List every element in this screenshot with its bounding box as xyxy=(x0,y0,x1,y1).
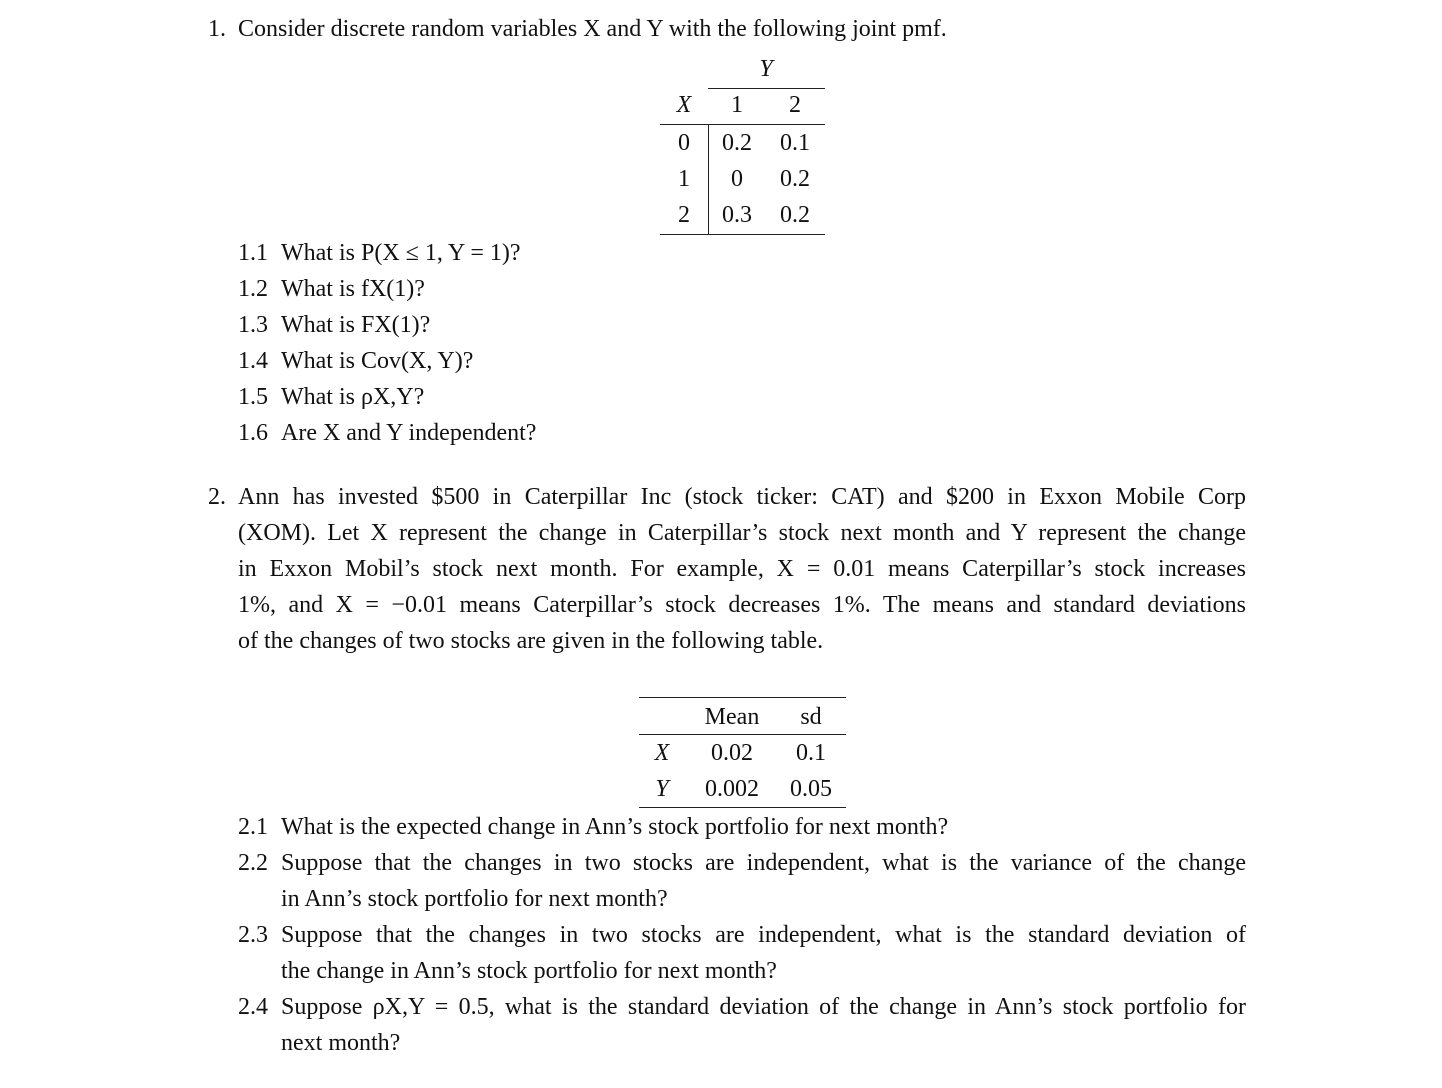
q1-sub-text: What is FX(1)? xyxy=(281,312,431,338)
table-rule-top xyxy=(639,697,846,698)
table-rule-mid xyxy=(660,124,825,125)
q1-sub-num: 1.6 xyxy=(238,420,268,446)
table-col-var: Y xyxy=(759,56,773,82)
table-cell: 0.1 xyxy=(780,130,810,156)
table-rule-top xyxy=(708,88,825,89)
q1-sub-text: What is ρX,Y? xyxy=(281,384,425,410)
table-cell: 0.2 xyxy=(722,130,752,156)
q1-sub-text: What is P(X ≤ 1, Y = 1)? xyxy=(281,240,521,266)
q1-number: 1. xyxy=(208,16,226,42)
q1-sub-num: 1.2 xyxy=(238,276,268,302)
table-rule-bottom xyxy=(660,234,825,235)
table-col-header: Mean xyxy=(704,704,760,730)
q2-number: 2. xyxy=(208,484,226,510)
table-cell: 0.1 xyxy=(796,740,826,766)
q1-sub-num: 1.5 xyxy=(238,384,268,410)
q2-sub-text: What is the expected change in Ann’s stock portfolio for next month? xyxy=(281,814,949,840)
q2-paragraph-line: Ann has invested $500 in Caterpillar Inc (stock ticker: CAT) and $200 in Exxon Mobile Corp xyxy=(238,484,1246,510)
table-cell: 0.2 xyxy=(780,166,810,192)
q1-sub-text: What is fX(1)? xyxy=(281,276,425,302)
table-col-header: sd xyxy=(800,704,822,730)
q2-sub-num: 2.1 xyxy=(238,814,268,840)
table-cell: 0.3 xyxy=(722,202,752,228)
q2-sub-text: the change in Ann’s stock portfolio for next month? xyxy=(281,958,777,984)
table-row-label: 2 xyxy=(678,202,690,228)
q1-sub-num: 1.3 xyxy=(238,312,268,338)
q2-paragraph-line: 1%, and X = −0.01 means Caterpillar’s stock decreases 1%. The means and standard deviations xyxy=(238,592,1246,618)
q2-sub-text: in Ann’s stock portfolio for next month? xyxy=(281,886,668,912)
q2-sub-num: 2.4 xyxy=(238,994,268,1020)
q2-sub-text: next month? xyxy=(281,1030,401,1056)
q2-sub-text: Suppose that the changes in two stocks are independent, what is the variance of the change xyxy=(281,850,1246,876)
q1-sub-num: 1.4 xyxy=(238,348,268,374)
q2-paragraph-line: of the changes of two stocks are given in the following table. xyxy=(238,628,824,654)
q2-sub-text: Suppose that the changes in two stocks are independent, what is the standard deviation of xyxy=(281,922,1246,948)
q1-prompt: Consider discrete random variables X and Y with the following joint pmf. xyxy=(238,16,947,42)
q2-paragraph-line: (XOM). Let X represent the change in Caterpillar’s stock next month and Y represent the change xyxy=(238,520,1246,546)
table-row-label: 0 xyxy=(678,130,690,156)
q1-sub-num: 1.1 xyxy=(238,240,268,266)
table-cell: 0.05 xyxy=(790,776,832,802)
table-rule-mid xyxy=(639,734,846,735)
q2-sub-num: 2.3 xyxy=(238,922,268,948)
table-col-header: 2 xyxy=(789,92,801,118)
table-row-label: 1 xyxy=(678,166,690,192)
table-cell: 0.02 xyxy=(711,740,753,766)
table-cell: 0 xyxy=(731,166,743,192)
q2-paragraph-line: in Exxon Mobil’s stock next month. For example, X = 0.01 means Caterpillar’s stock increases xyxy=(238,556,1246,582)
table-row-label: X xyxy=(654,740,670,766)
q2-sub-text: Suppose ρX,Y = 0.5, what is the standard deviation of the change in Ann’s stock portfolio for xyxy=(281,994,1246,1020)
q1-sub-text: What is Cov(X, Y)? xyxy=(281,348,474,374)
table-rule-bottom xyxy=(639,807,846,808)
table-row-label: Y xyxy=(655,776,669,802)
table-col-header: 1 xyxy=(731,92,743,118)
table-row-var: X xyxy=(676,92,692,118)
table-cell: 0.2 xyxy=(780,202,810,228)
q1-sub-text: Are X and Y independent? xyxy=(281,420,537,446)
table-cell: 0.002 xyxy=(705,776,759,802)
q2-sub-num: 2.2 xyxy=(238,850,268,876)
